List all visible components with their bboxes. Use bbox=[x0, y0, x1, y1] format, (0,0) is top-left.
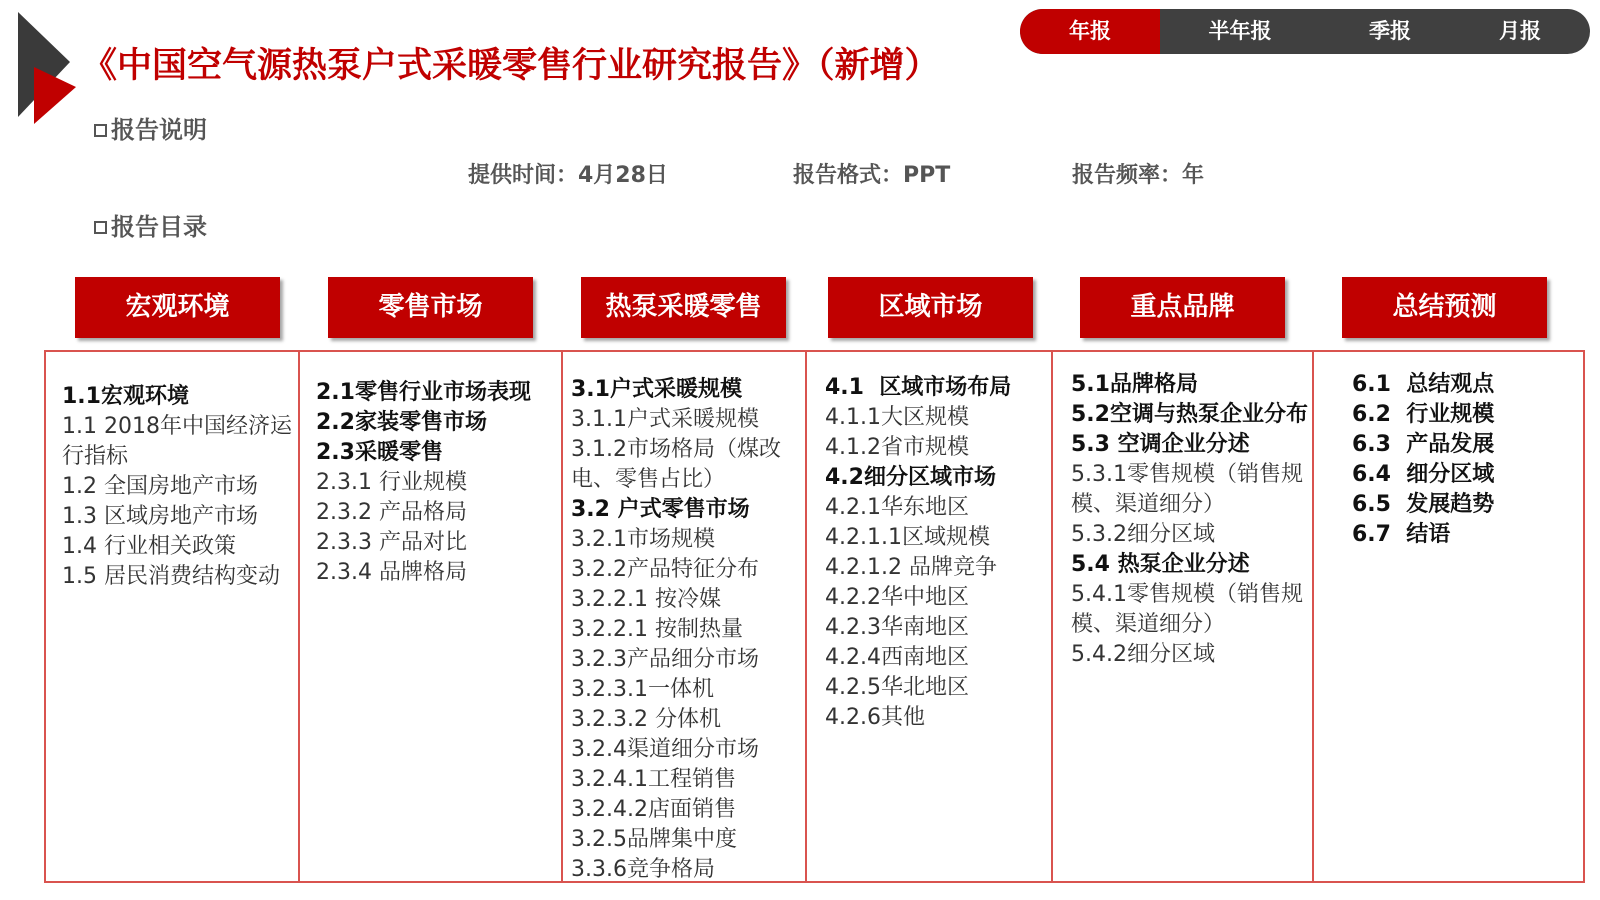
tab-annual[interactable]: 年报 bbox=[1020, 9, 1160, 54]
toc-list-5 bbox=[1071, 370, 1311, 670]
toc-section-heading: 5.4 热泵企业分述 bbox=[1071, 552, 1250, 577]
toc-item: 1.1 2018年中国经济运行指标 bbox=[62, 414, 292, 469]
report-frequency: 报告频率：年 bbox=[1072, 163, 1205, 188]
toc-section-heading: 4.2细分区域市场 bbox=[825, 465, 996, 490]
toc-item: 1.5 居民消费结构变动 bbox=[62, 564, 280, 589]
toc-item: 3.1.2市场格局（煤改电、零售占比） bbox=[571, 437, 781, 492]
toc-item: 1.4 行业相关政策 bbox=[62, 534, 236, 559]
toc-section-heading: 3.1户式采暖规模 bbox=[571, 377, 742, 402]
category-summary[interactable]: 总结预测 bbox=[1342, 277, 1547, 338]
toc-column-1 bbox=[44, 350, 299, 883]
toc-heading bbox=[94, 207, 207, 242]
toc-section-heading: 6.2 行业规模 bbox=[1352, 402, 1495, 427]
toc-item: 3.1.1户式采暖规模 bbox=[571, 407, 759, 432]
toc-column-5 bbox=[1051, 350, 1313, 883]
report-format: 报告格式：PPT bbox=[793, 163, 951, 188]
category-retail[interactable]: 零售市场 bbox=[328, 277, 533, 338]
toc-section-heading: 6.3 产品发展 bbox=[1352, 432, 1495, 457]
toc-column-4 bbox=[805, 350, 1052, 883]
toc-item: 3.2.3.1一体机 bbox=[571, 677, 714, 702]
toc-list-4 bbox=[825, 373, 1051, 733]
toc-item: 2.3.2 产品格局 bbox=[316, 500, 467, 525]
toc-item: 3.2.2.1 按制热量 bbox=[571, 617, 743, 642]
toc-item: 5.4.1零售规模（销售规模、渠道细分） bbox=[1071, 582, 1303, 637]
toc-item: 2.3.4 品牌格局 bbox=[316, 560, 467, 585]
toc-column-3 bbox=[561, 350, 806, 883]
toc-item: 4.2.6其他 bbox=[825, 705, 925, 730]
toc-list-3 bbox=[571, 375, 805, 883]
toc-section-heading: 5.1品牌格局 bbox=[1071, 372, 1198, 397]
toc-list-2 bbox=[316, 378, 562, 588]
toc-section-heading: 2.1零售行业市场表现 bbox=[316, 380, 531, 405]
toc-item: 5.3.2细分区域 bbox=[1071, 522, 1215, 547]
toc-item: 3.2.5品牌集中度 bbox=[571, 827, 737, 852]
toc-item: 4.2.1.2 品牌竞争 bbox=[825, 555, 997, 580]
toc-section-heading: 6.5 发展趋势 bbox=[1352, 492, 1495, 517]
toc-item: 3.2.3.2 分体机 bbox=[571, 707, 721, 732]
toc-heading-text: 报告目录 bbox=[111, 213, 207, 241]
toc-section-heading: 2.3采暖零售 bbox=[316, 440, 443, 465]
toc-item: 4.1.2省市规模 bbox=[825, 435, 969, 460]
category-heatpump[interactable]: 热泵采暖零售 bbox=[581, 277, 786, 338]
toc-item: 3.2.4.2店面销售 bbox=[571, 797, 736, 822]
category-regional[interactable]: 区域市场 bbox=[828, 277, 1033, 338]
toc-section-heading: 1.1宏观环境 bbox=[62, 384, 189, 409]
category-brands[interactable]: 重点品牌 bbox=[1080, 277, 1285, 338]
checkbox-square-icon bbox=[94, 124, 107, 137]
toc-item: 2.3.3 产品对比 bbox=[316, 530, 467, 555]
toc-section-heading: 2.2家装零售市场 bbox=[316, 410, 487, 435]
report-period-tabs bbox=[1020, 9, 1590, 54]
toc-list-6 bbox=[1352, 370, 1582, 550]
toc-item: 3.3.6竞争格局 bbox=[571, 857, 715, 882]
toc-item: 4.2.1.1区域规模 bbox=[825, 525, 990, 550]
category-macro[interactable]: 宏观环境 bbox=[75, 277, 280, 338]
page-title: 《中国空气源热泵户式采暖零售行业研究报告》（新增） bbox=[82, 46, 940, 86]
tab-quarterly[interactable]: 季报 bbox=[1369, 19, 1411, 43]
provide-time: 提供时间：4月28日 bbox=[468, 163, 668, 188]
toc-section-heading: 6.1 总结观点 bbox=[1352, 372, 1495, 397]
toc-column-6 bbox=[1312, 350, 1585, 883]
toc-item: 4.1.1大区规模 bbox=[825, 405, 969, 430]
toc-item: 4.2.3华南地区 bbox=[825, 615, 969, 640]
tab-monthly[interactable]: 月报 bbox=[1499, 19, 1541, 43]
toc-section-heading: 5.2空调与热泵企业分布 bbox=[1071, 402, 1308, 427]
toc-section-heading: 5.3 空调企业分述 bbox=[1071, 432, 1250, 457]
toc-item: 3.2.2产品特征分布 bbox=[571, 557, 759, 582]
toc-item: 3.2.2.1 按冷媒 bbox=[571, 587, 721, 612]
toc-item: 3.2.3产品细分市场 bbox=[571, 647, 759, 672]
toc-section-heading: 3.2 户式零售市场 bbox=[571, 497, 750, 522]
logo bbox=[18, 12, 76, 124]
checkbox-square-icon bbox=[94, 221, 107, 234]
toc-item: 1.3 区域房地产市场 bbox=[62, 504, 258, 529]
toc-item: 4.2.5华北地区 bbox=[825, 675, 969, 700]
toc-item: 2.3.1 行业规模 bbox=[316, 470, 467, 495]
toc-item: 1.2 全国房地产市场 bbox=[62, 474, 258, 499]
toc-list-1 bbox=[62, 382, 294, 592]
toc-item: 3.2.4渠道细分市场 bbox=[571, 737, 759, 762]
toc-item: 3.2.4.1工程销售 bbox=[571, 767, 736, 792]
toc-item: 4.2.2华中地区 bbox=[825, 585, 969, 610]
toc-item: 3.2.1市场规模 bbox=[571, 527, 715, 552]
toc-item: 5.4.2细分区域 bbox=[1071, 642, 1215, 667]
report-info-heading bbox=[94, 110, 207, 145]
toc-section-heading: 4.1 区域市场布局 bbox=[825, 375, 1012, 400]
report-info-heading-text: 报告说明 bbox=[111, 116, 207, 144]
toc-section-heading: 6.7 结语 bbox=[1352, 522, 1451, 547]
toc-item: 4.2.4西南地区 bbox=[825, 645, 969, 670]
tab-semiannual[interactable]: 半年报 bbox=[1208, 19, 1272, 43]
toc-section-heading: 6.4 细分区域 bbox=[1352, 462, 1495, 487]
toc-item: 4.2.1华东地区 bbox=[825, 495, 969, 520]
toc-column-2 bbox=[298, 350, 562, 883]
toc-item: 5.3.1零售规模（销售规模、渠道细分） bbox=[1071, 462, 1303, 517]
